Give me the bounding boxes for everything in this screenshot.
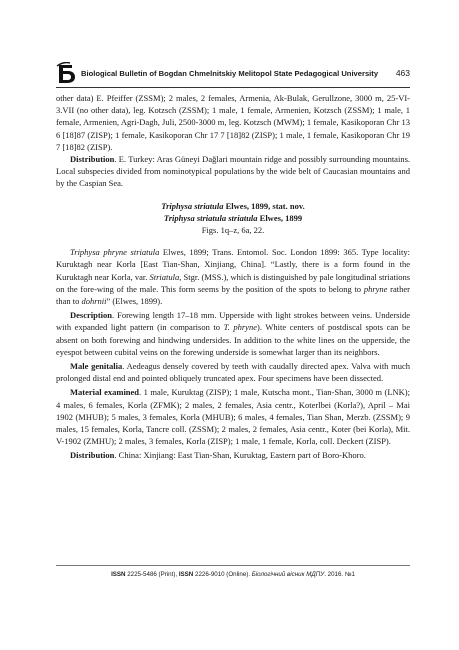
distribution-paragraph-2: Distribution. China: Xinjiang: East Tian-Shan, Kuruktag, Eastern part of Boro-Khoro. xyxy=(70,450,366,461)
footer-rule xyxy=(56,565,410,566)
footer-journal-name: Біологічний вісник МДПУ xyxy=(251,571,325,578)
page-header xyxy=(56,66,410,86)
distribution-text: . E. Turkey: Aras Güneyi Dağlari mountain ridge and possibly surrounding mountains. Local subspecies divided from nominotypical populations by the wide belt of Caucasian mountains and by the Caspian Sea. xyxy=(56,154,410,189)
subspecies-title-name: Triphysa striatula striatula xyxy=(163,212,258,223)
running-title: Biological Bulletin of Bogdan Chmelnitskiy Melitopol State Pedagogical University xyxy=(81,69,379,78)
description-heading: Description xyxy=(70,310,113,321)
material-examined-heading: Material examined xyxy=(70,387,140,398)
taxon-title-author: Elwes, 1899, stat. nov. xyxy=(223,200,305,211)
male-genitalia-heading: Male genitalia xyxy=(70,361,123,372)
subspecies-title xyxy=(56,212,410,224)
material-examined-paragraph: Material examined. 1 male, Kuruktag (ZISP); 1 male, Kutscha mont., Tian-Shan, 3000 m (LNK); 4 males, 6 females, Korla (ZFMK); 2 males, 2 females, Asia centr., Koterlbei (Korla?), April – Mai 1902 (MHUB); 5 males, 3 females, Korla (MHUB); 6 males, 4 females, Tian Shan, Merzb. (ZSSM); 9 males, 15 females, Korla, Tancre coll. (ZSSM); 2 males, 2 females, Asia centr., Koter (bei Korla), Mit. V-1902 (ZMHU); 2 males, 3 females, Korla (ZISP); 1 male, 1 female, Korla, coll. Deckert (ZISP). xyxy=(56,387,410,447)
taxon-title xyxy=(56,200,410,212)
journal-logo-icon xyxy=(56,62,78,84)
description-paragraph: Description. Forewing length 17–18 mm. Upperside with light strokes between veins. Underside with expanded light pattern (in comparison to T. phryne). White centers of postdiscal spots can be absent on both forewing and hindwing undersides. In addition to the white lines on the upperside, the eyespot between cubital veins on the forewing underside is somewhat larger than its neighbors. xyxy=(56,310,410,357)
material-continued-paragraph: other data) E. Pfeiffer (ZSSM); 2 males, 2 females, Armenia, Ak-Bulak, Gerullzone, 3000 m, 25-VI-3.VII (no other data), leg. Kotzsch (ZSSM); 1 male, 1 female, Armenien, Kotzsch (ZSSM); 1 male, 1 female, Armenien, Agri-Dagh, Juli, 2500-3000 m, leg. Kotzsch (MWM); 1 female, Kasikoporan Chr 13 6 [18]87 (ZISP); 1 female, Kasikoporan Chr 17 7 [18]82 (ZISP); 1 male, 1 female, Kasikoporan Chr 19 7 [18]82 (ZISP). xyxy=(56,93,410,152)
synonymy-paragraph: Triphysa phryne striatula Elwes, 1899; Trans. Entomol. Soc. London 1899: 365. Type locality: Kuruktagh near Korla [East Tian-Shan, Xinjiang, China]. “Lastly, there is a form found in the Kuruktagh near Korla, var. Striatula, Stgr. (MSS.), which is distinguished by pale longitudinal striations on the fore-wing of the male. This form seems by the position of the spots to belong to phryne rather than to dohrnii” (Elwes, 1899). xyxy=(56,247,410,307)
distribution-heading: Distribution xyxy=(70,154,115,165)
distribution-heading-2: Distribution xyxy=(70,450,115,461)
header-rule xyxy=(56,87,410,88)
page-footer: ISSN 2225-5486 (Print), ISSN 2226-9010 (Online). Біологічний вісник МДПУ. 2016. №1 xyxy=(111,571,355,578)
male-genitalia-paragraph: Male genitalia. Aedeagus densely covered by teeth with caudally directed apex. Valva with much prolonged distal end and pointed obliquely truncated apex. Four specimens have been dissected. xyxy=(56,361,410,384)
synonym-name: Triphysa phryne striatula xyxy=(70,247,160,258)
page-number: 463 xyxy=(395,68,410,78)
distribution-paragraph xyxy=(56,153,410,190)
article-body xyxy=(56,92,410,462)
subspecies-title-author: Elwes, 1899 xyxy=(257,212,303,223)
taxon-title-name: Triphysa striatula xyxy=(161,200,224,211)
figure-reference: Figs. 1q–z, 6a, 22. xyxy=(201,225,265,236)
